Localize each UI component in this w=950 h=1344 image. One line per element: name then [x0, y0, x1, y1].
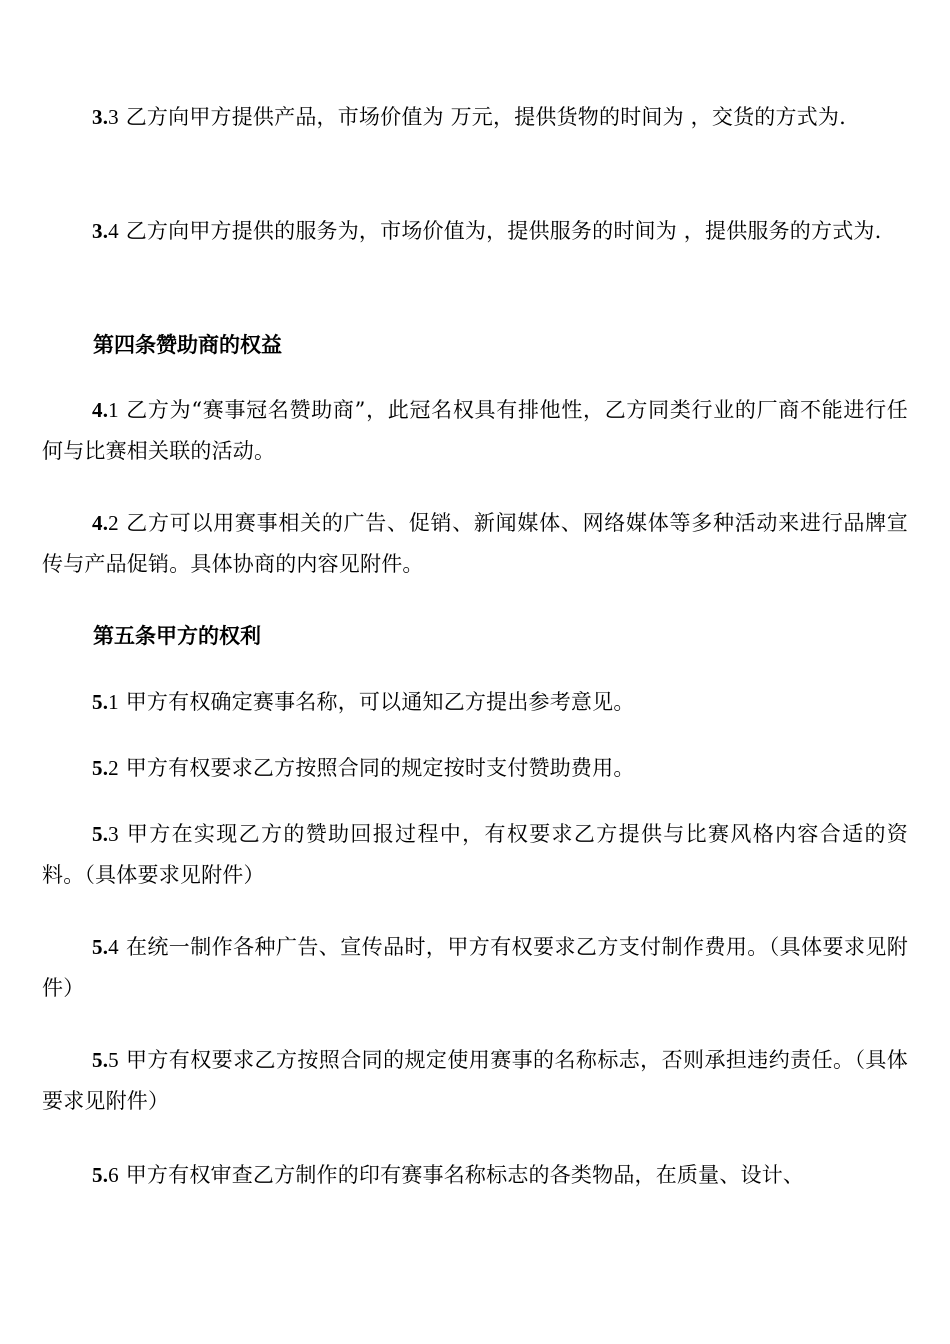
clause-text: 甲方有权要求乙方按照合同的规定按时支付赞助费用。 [118, 756, 635, 780]
clause-number: 5.1 [92, 690, 119, 714]
clause-text: 甲方有权审查乙方制作的印有赛事名称标志的各类物品，在质量、设计、 [118, 1163, 805, 1187]
clause-3-4 [42, 211, 908, 252]
clause-5-4 [42, 927, 908, 1009]
clause-text: 乙方可以用赛事相关的广告、促销、新闻媒体、网络媒体等多种活动来进行品牌宣传与产品促销。具体协商的内容见附件。 [42, 511, 908, 576]
clause-5-2 [42, 748, 908, 789]
clause-number: 3.4 [92, 219, 119, 243]
clause-5-5 [42, 1040, 908, 1122]
clause-number: 3.3 [92, 105, 119, 129]
clause-number: 5.4 [92, 935, 119, 959]
clause-text: 甲方在实现乙方的赞助回报过程中，有权要求乙方提供与比赛风格内容合适的资料。（具体要求见附件） [42, 822, 908, 887]
section-heading-5: 第五条甲方的权利 [93, 624, 261, 648]
clause-text: 甲方有权确定赛事名称，可以通知乙方提出参考意见。 [118, 690, 635, 714]
clause-4-1 [42, 390, 908, 472]
clause-number: 4.1 [92, 398, 119, 422]
clause-5-6 [42, 1155, 908, 1196]
clause-number: 4.2 [92, 511, 119, 535]
clause-5-1 [42, 682, 908, 723]
clause-5-3 [42, 814, 908, 896]
clause-text: 乙方为“赛事冠名赞助商”，此冠名权具有排他性，乙方同类行业的厂商不能进行任何与比赛相关联的活动。 [42, 398, 908, 463]
section-heading-4: 第四条赞助商的权益 [93, 333, 282, 357]
clause-4-2 [42, 503, 908, 585]
clause-text: 乙方向甲方提供的服务为，市场价值为，提供服务的时间为 ，提供服务的方式为. [118, 219, 882, 243]
clause-text: 乙方向甲方提供产品，市场价值为 万元，提供货物的时间为 ，交货的方式为. [118, 105, 846, 129]
clause-text: 甲方有权要求乙方按照合同的规定使用赛事的名称标志，否则承担违约责任。（具体要求见附件） [42, 1048, 908, 1113]
clause-number: 5.6 [92, 1163, 119, 1187]
clause-number: 5.5 [92, 1048, 119, 1072]
clause-text: 在统一制作各种广告、宣传品时，甲方有权要求乙方支付制作费用。（具体要求见附件） [42, 935, 908, 1000]
clause-3-3 [42, 97, 908, 138]
clause-number: 5.2 [92, 756, 119, 780]
clause-number: 5.3 [92, 822, 119, 846]
